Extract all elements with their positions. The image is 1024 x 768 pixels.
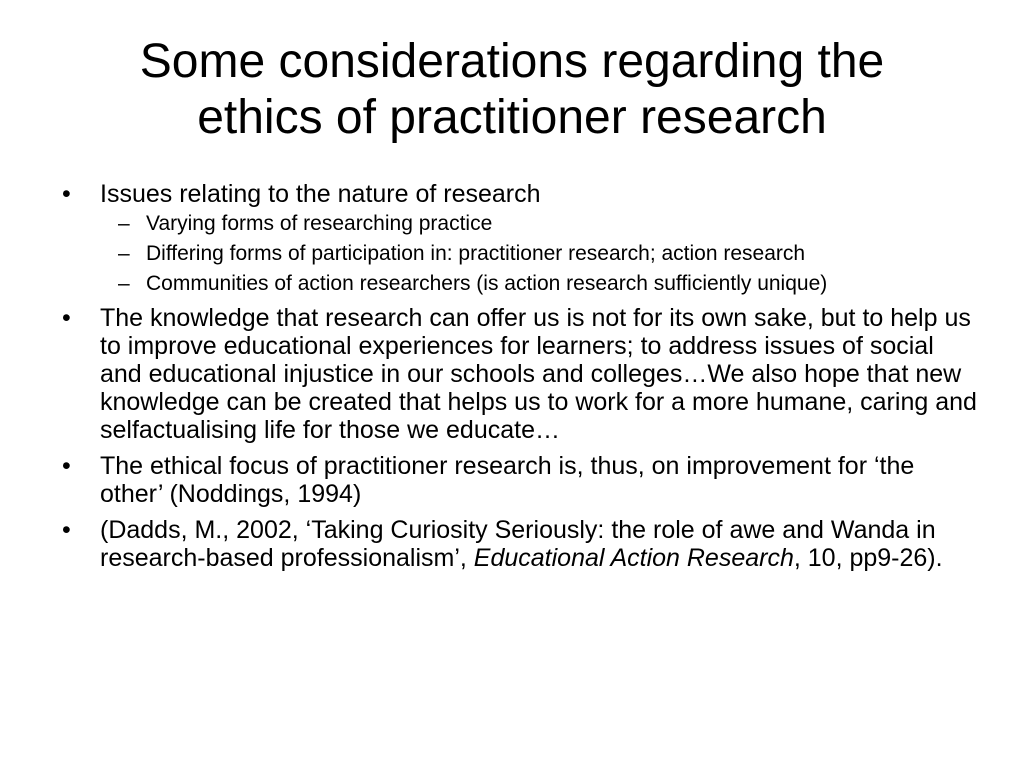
bullet-marker: • — [62, 516, 71, 544]
bullet-item-4 — [62, 516, 982, 572]
dash-marker: – — [118, 272, 130, 295]
bullet-marker: • — [62, 180, 71, 208]
title-line-2: ethics of practitioner research — [197, 91, 827, 144]
sub-item-text: Differing forms of participation in: practitioner research; action research — [146, 242, 806, 265]
title-line-1: Some considerations regarding the — [139, 35, 885, 88]
bullet-marker: • — [62, 304, 71, 332]
sub-item-1 — [62, 212, 982, 236]
bullet-item-2 — [62, 304, 982, 444]
bullet-text: The ethical focus of practitioner research is, thus, on improvement for ‘the other’ (Noddings, 1994) — [100, 452, 915, 508]
bullet-text-part1: (Dadds, M., 2002, ‘Taking Curiosity Seriously: the role of awe and Wanda in research-based professionalism’, — [100, 516, 936, 572]
bullet-item-3 — [62, 452, 982, 508]
bullet-text: Issues relating to the nature of research — [100, 180, 541, 208]
dash-marker: – — [118, 212, 130, 235]
bullet-item-1 — [62, 180, 982, 208]
journal-title: Educational Action Research — [473, 544, 794, 572]
bullet-text: The knowledge that research can offer us is not for its own sake, but to help us to improve educational experiences for learners; to address issues of social and educational injustice in our schools and colleges…We also hope that new knowledge can be created that helps us to work for a more humane, caring and selfactualising life for those we educate… — [100, 304, 977, 444]
sub-item-3 — [62, 272, 982, 296]
sub-list — [62, 212, 982, 296]
slide-title — [40, 34, 984, 146]
sub-item-text: Varying forms of researching practice — [146, 212, 493, 235]
bullet-text-part2: , 10, pp9-26). — [793, 544, 943, 572]
sub-item-2 — [62, 242, 982, 266]
bullet-marker: • — [62, 452, 71, 480]
slide-body — [62, 180, 982, 580]
sub-item-text: Communities of action researchers (is action research sufficiently unique) — [146, 272, 828, 295]
dash-marker: – — [118, 242, 130, 265]
